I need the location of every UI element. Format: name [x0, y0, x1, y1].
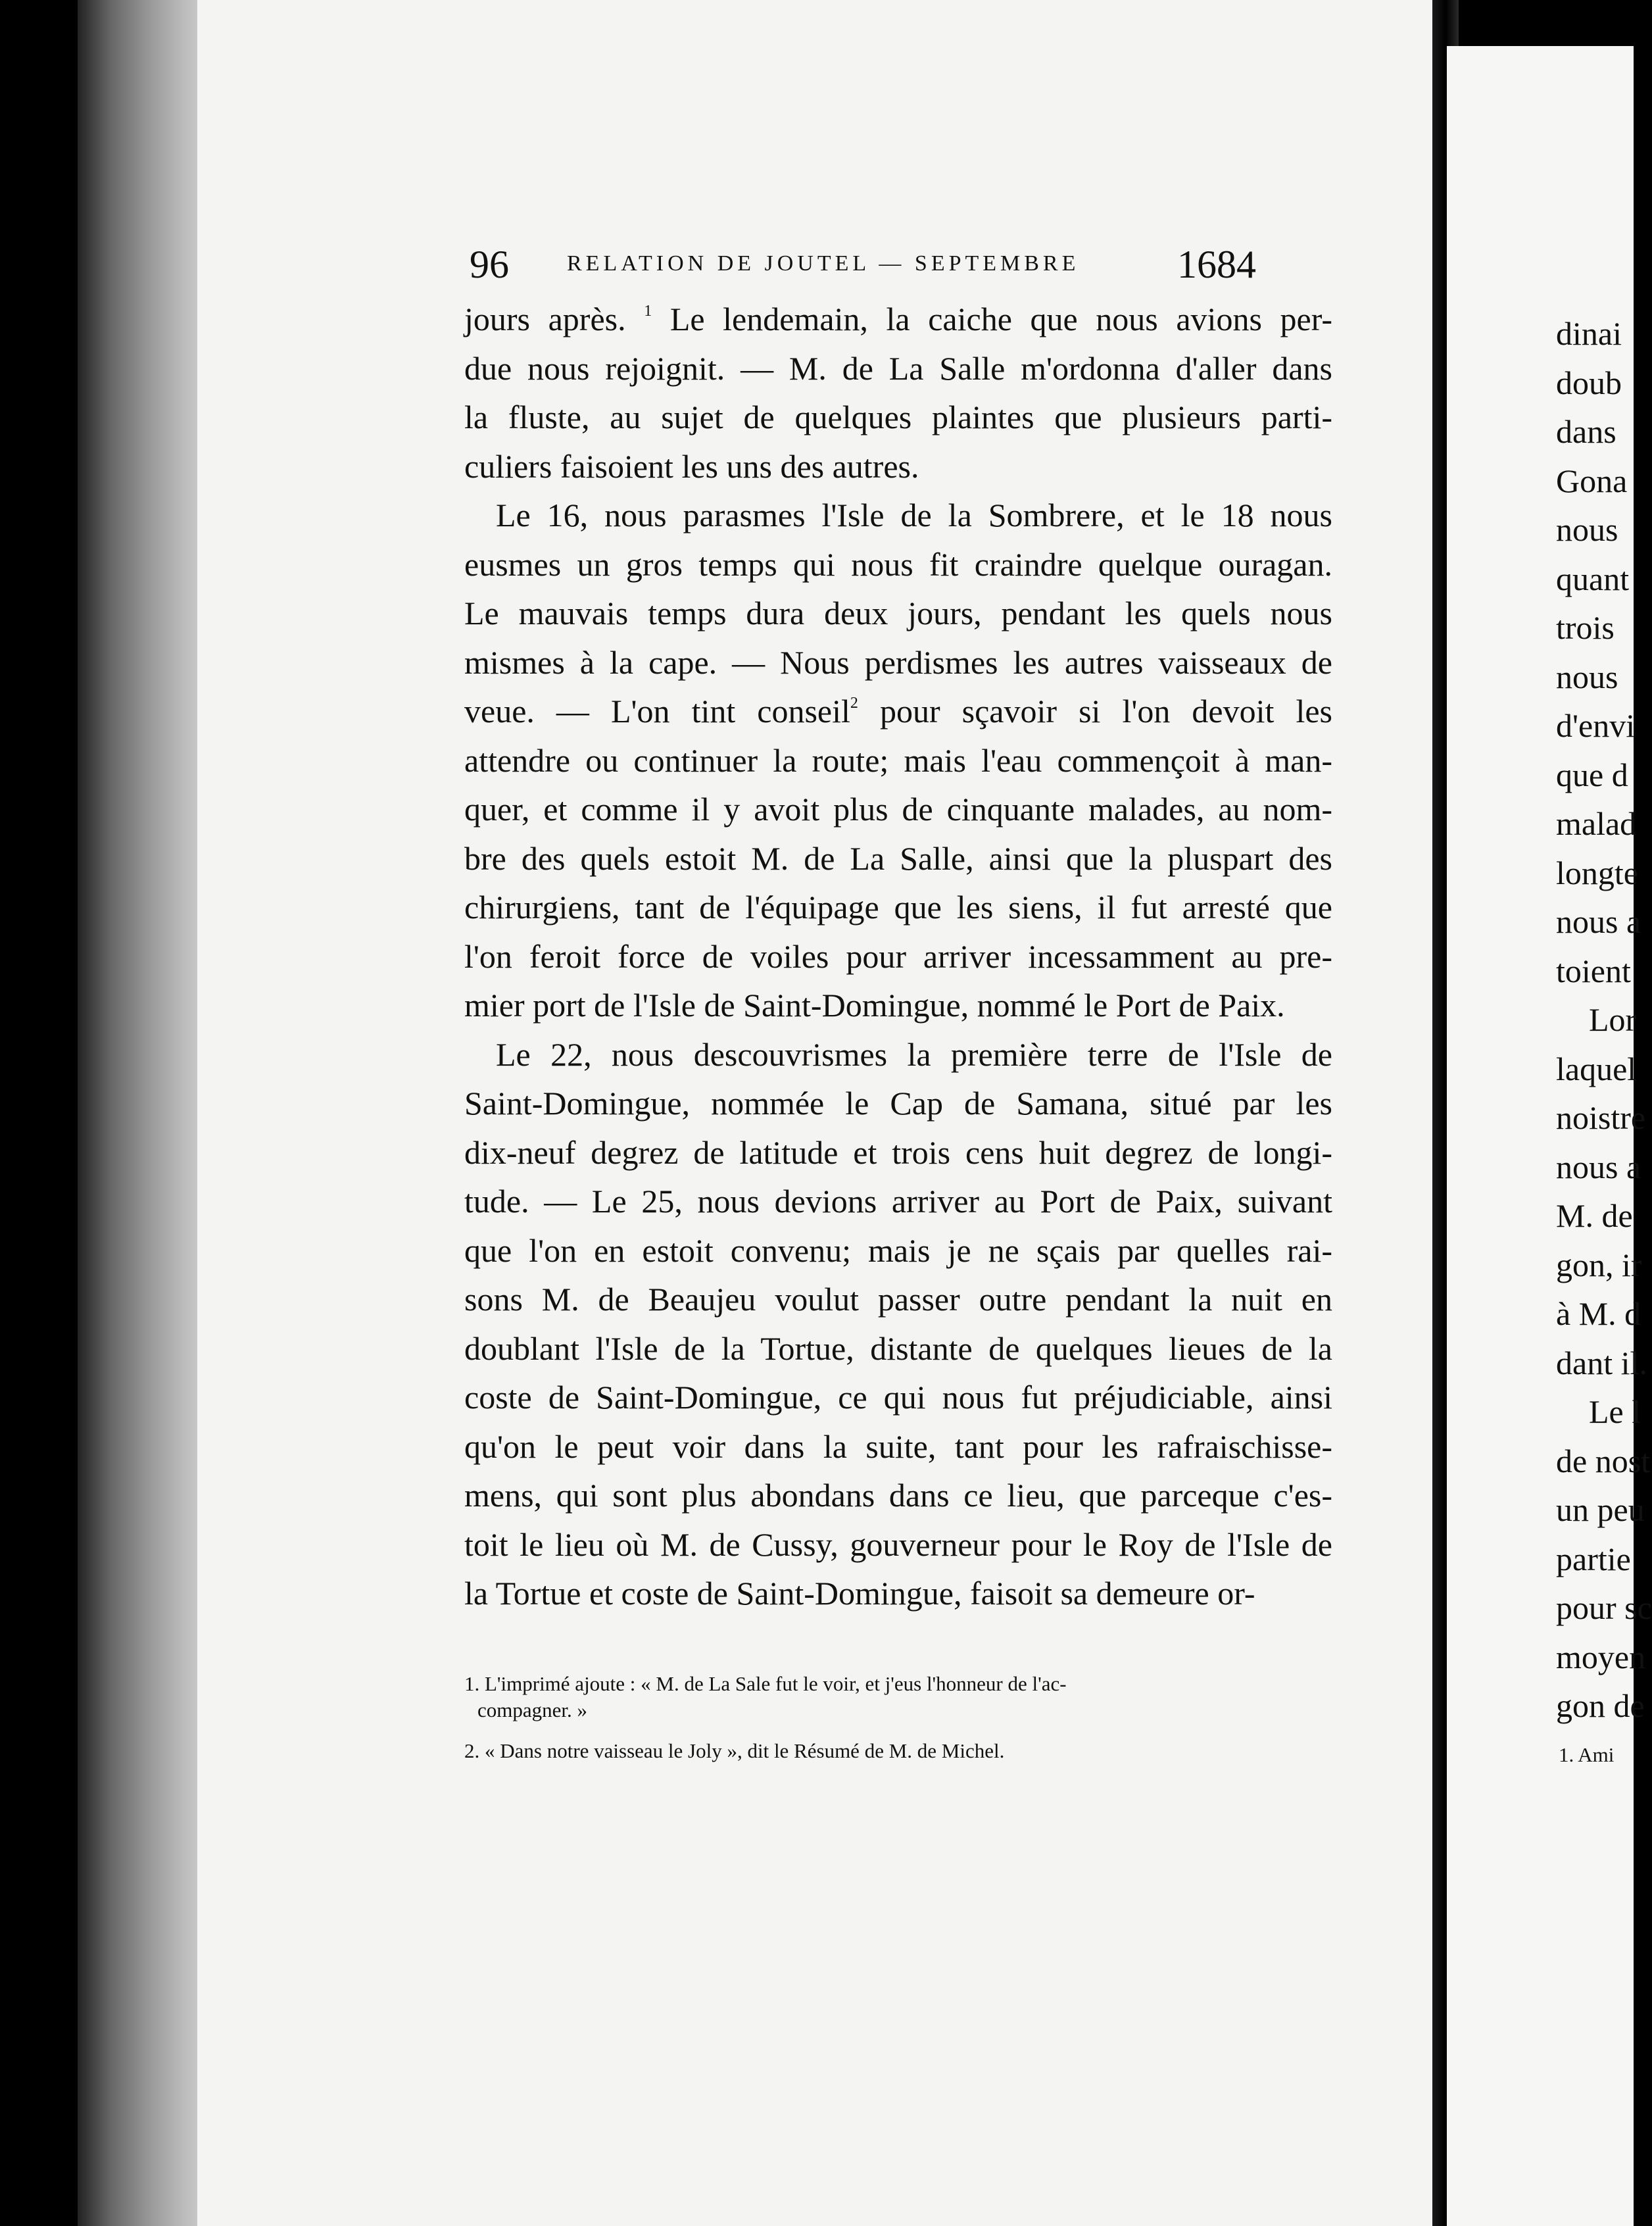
- line-text: coste de Saint-Domingue, ce qui nous fut préjudiciable, ainsi: [464, 1379, 1332, 1416]
- right-page-line-fragment: malad: [1556, 805, 1637, 842]
- right-page-line-fragment: longte: [1556, 854, 1638, 891]
- body-text: [464, 295, 1332, 1618]
- right-page-line-fragment: que d: [1556, 756, 1628, 793]
- text-line: [464, 932, 1332, 981]
- line-text: attendre ou continuer la route; mais l'eau commençoit à man-: [464, 741, 1332, 779]
- right-page-line-fragment: quant: [1556, 560, 1630, 597]
- line-text: Saint-Domingue, nommée le Cap de Samana, situé par les: [464, 1085, 1332, 1122]
- right-page-line-fragment: noistre: [1556, 1099, 1646, 1136]
- right-page-text-fragments: [1556, 309, 1652, 1731]
- text-line: [464, 1471, 1332, 1520]
- text-line: [464, 442, 1332, 491]
- footnote-gap: [464, 1723, 1332, 1738]
- text-line: [464, 1177, 1332, 1226]
- text-line: [464, 1128, 1332, 1177]
- line-text: qu'on le peut voir dans la suite, tant pour les rafraischisse-: [464, 1427, 1332, 1465]
- text-line: [464, 1079, 1332, 1128]
- right-page-line-fragment: dans: [1556, 413, 1616, 450]
- line-text: culiers faisoient les uns des autres.: [464, 447, 919, 485]
- footnote-reference: 1: [644, 303, 652, 320]
- running-year: 1684: [1177, 243, 1256, 286]
- text-line: [464, 1324, 1332, 1373]
- text-line: [464, 540, 1332, 589]
- line-text: quer, et comme il y avoit plus de cinquante malades, au nom-: [464, 791, 1332, 828]
- line-text: veue. — L'on tint conseil: [464, 693, 850, 730]
- text-line: [464, 638, 1332, 687]
- right-page-line-fragment: de nost: [1556, 1442, 1651, 1479]
- right-page-line-fragment: partie: [1556, 1540, 1631, 1577]
- right-page-line-fragment: laquel: [1556, 1050, 1637, 1087]
- right-page-line-fragment: Le l: [1589, 1393, 1641, 1430]
- line-text: la Tortue et coste de Saint-Domingue, faisoit sa demeure or-: [464, 1575, 1255, 1612]
- line-text: chirurgiens, tant de l'équipage que les siens, il fut arresté que: [464, 889, 1332, 926]
- right-page-line-fragment: Lor: [1589, 1001, 1637, 1038]
- page-number: 96: [470, 243, 509, 286]
- right-page-line-fragment: toient: [1556, 952, 1631, 989]
- text-line: [464, 736, 1332, 785]
- right-page-line-fragment: à M. d: [1556, 1295, 1641, 1332]
- text-line: [464, 1030, 1332, 1079]
- line-text: tude. — Le 25, nous devions arriver au Port de Paix, suivant: [464, 1183, 1332, 1220]
- text-line: [464, 393, 1332, 442]
- text-line: [464, 344, 1332, 393]
- right-page-line-fragment: trois: [1556, 609, 1615, 646]
- text-line: [464, 1275, 1332, 1324]
- book-page-edges: [78, 0, 209, 2226]
- line-text: bre des quels estoit M. de La Salle, ainsi que la pluspart des: [464, 839, 1332, 877]
- line-text: jours après.: [464, 301, 644, 337]
- running-title: RELATION DE JOUTEL — SEPTEMBRE: [567, 251, 1080, 276]
- right-page-line-fragment: nous a: [1556, 903, 1641, 940]
- line-text: mier port de l'Isle de Saint-Domingue, nommé le Port de Paix.: [464, 987, 1285, 1024]
- right-page-line-fragment: dant il.: [1556, 1344, 1647, 1381]
- running-head: [470, 242, 1256, 288]
- line-text: eusmes un gros temps qui nous fit craindre quelque ouragan.: [464, 545, 1332, 583]
- line-text-continued: Le lendemain, la caiche que nous avions per-: [652, 301, 1332, 337]
- line-text: que l'on en estoit convenu; mais je ne sçais par quelles rai-: [464, 1231, 1332, 1269]
- text-line: [464, 589, 1332, 638]
- line-text: doublant l'Isle de la Tortue, distante de quelques lieues de la: [464, 1329, 1332, 1367]
- footnote-line: 1. L'imprimé ajoute : « M. de La Sale fut le voir, et j'eus l'honneur de l'ac-: [464, 1672, 1067, 1695]
- text-line: [464, 1569, 1332, 1618]
- right-page-line-fragment: dinai: [1556, 315, 1622, 352]
- line-text: l'on feroit force de voiles pour arriver incessamment au pre-: [464, 937, 1332, 975]
- text-line: [464, 1520, 1332, 1570]
- footnote-line: 2. « Dans notre vaisseau le Joly », dit le Résumé de M. de Michel.: [464, 1739, 1005, 1762]
- text-line: [464, 295, 1332, 344]
- text-line: [464, 981, 1332, 1030]
- line-text: Le 16, nous parasmes l'Isle de la Sombrere, et le 18 nous: [496, 497, 1332, 533]
- right-page-line-fragment: nous: [1556, 658, 1618, 695]
- text-line: [464, 687, 1332, 736]
- line-text: Le mauvais temps dura deux jours, pendant les quels nous: [464, 595, 1332, 631]
- right-page-line-fragment: nous: [1556, 511, 1618, 548]
- right-page-line-fragment: M. de: [1556, 1197, 1633, 1234]
- text-line: [464, 1226, 1332, 1275]
- line-text: dix-neuf degrez de latitude et trois cens huit degrez de longi-: [464, 1133, 1332, 1171]
- footnote-reference: 2: [850, 695, 858, 712]
- line-text: la fluste, au sujet de quelques plaintes que plusieurs parti-: [464, 399, 1332, 435]
- right-page-line-fragment: gon de: [1556, 1687, 1645, 1724]
- right-page-footnote-fragment: 1. Ami: [1559, 1743, 1615, 1766]
- right-page-line-fragment: un peu: [1556, 1491, 1645, 1528]
- text-line: [464, 1373, 1332, 1422]
- line-text: mismes à la cape. — Nous perdismes les autres vaisseaux de: [464, 643, 1332, 681]
- line-text: toit le lieu où M. de Cussy, gouverneur pour le Roy de l'Isle de: [464, 1525, 1332, 1563]
- text-line: [464, 834, 1332, 883]
- line-text: sons M. de Beaujeu voulut passer outre pendant la nuit en: [464, 1281, 1332, 1318]
- text-line: [464, 785, 1332, 834]
- line-text: due nous rejoignit. — M. de La Salle m'ordonna d'aller dans: [464, 349, 1332, 387]
- footnotes: [464, 1671, 1332, 1764]
- line-text-continued: pour sçavoir si l'on devoit les: [858, 693, 1332, 730]
- right-page-line-fragment: nous a: [1556, 1148, 1641, 1185]
- right-page-line-fragment: doub: [1556, 364, 1622, 401]
- text-line: [464, 1422, 1332, 1472]
- right-page-line-fragment: pour sc: [1556, 1589, 1652, 1626]
- footnote-line: compagner. »: [477, 1698, 588, 1721]
- text-line: [464, 491, 1332, 540]
- right-page-line-fragment: d'envi: [1556, 707, 1636, 744]
- line-text: Le 22, nous descouvrismes la première terre de l'Isle de: [496, 1035, 1332, 1073]
- right-page-line-fragment: moyen: [1556, 1638, 1646, 1675]
- text-line: [464, 883, 1332, 932]
- right-page-line-fragment: gon, ir: [1556, 1246, 1642, 1283]
- right-page-line-fragment: Gona: [1556, 462, 1628, 499]
- line-text: mens, qui sont plus abondans dans ce lieu, que parceque c'es-: [464, 1477, 1332, 1514]
